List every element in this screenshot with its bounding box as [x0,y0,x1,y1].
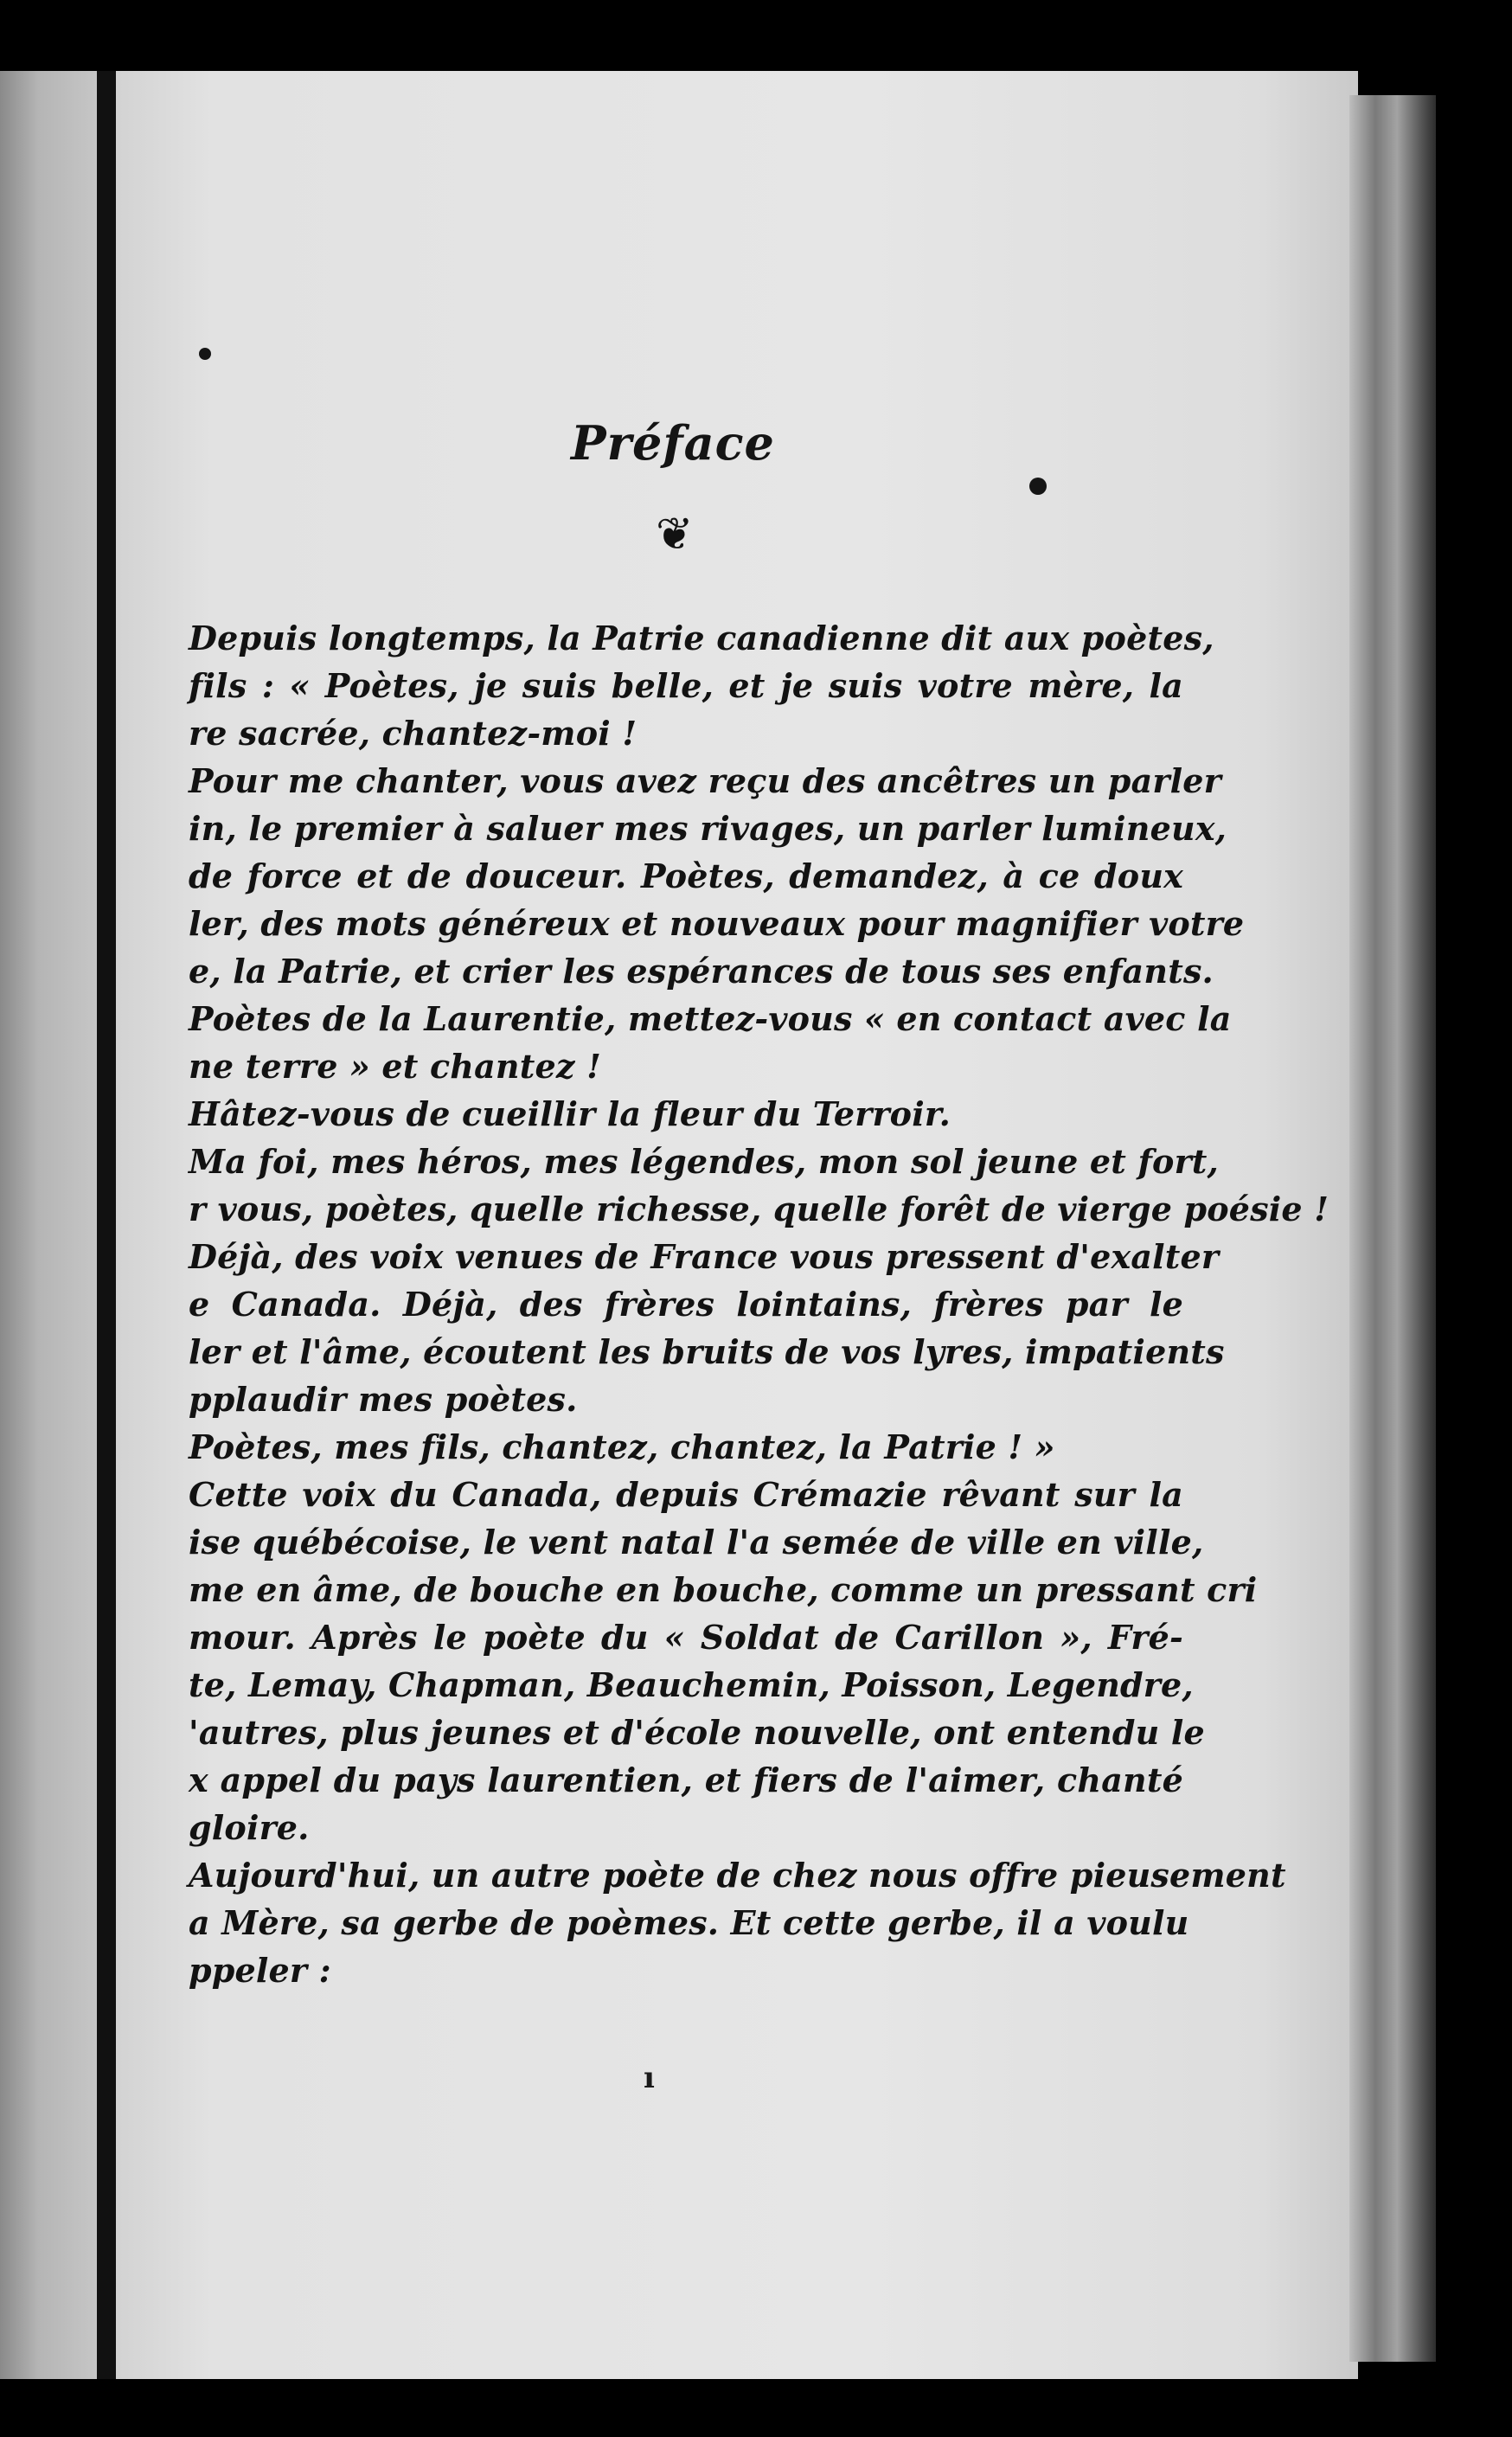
text-line: Depuis longtemps, la Patrie canadienne dit aux poètes, [189,619,1214,657]
ink-speck [199,348,211,360]
text-line: 'autres, plus jeunes et d'école nouvelle, ont entendu le [189,1713,1205,1752]
book-spine [97,71,116,2379]
ink-speck [1029,478,1047,495]
text-line: Hâtez-vous de cueillir la fleur du Terroir. [189,1094,951,1133]
text-line: Aujourd'hui, un autre poète de chez nous offre pieusement [189,1856,1286,1895]
text-line: ne terre » et chantez ! [189,1047,601,1086]
text-line: Déjà, des voix venues de France vous pressent d'exalter [189,1237,1220,1276]
text-line: Pour me chanter, vous avez reçu des ancêtres un parler [189,761,1221,800]
scanned-page [112,71,1358,2379]
page-mark: ı [644,2061,655,2095]
text-line: re sacrée, chantez-moi ! [189,714,637,753]
page-title: Préface [571,415,775,471]
text-line: Poètes de la Laurentie, mettez-vous « en contact avec la [189,999,1232,1038]
text-line: e, la Patrie, et crier les espérances de tous ses enfants. [189,952,1214,991]
text-line: me en âme, de bouche en bouche, comme un pressant cri [189,1570,1258,1609]
adjacent-page-edge [0,71,97,2379]
text-line: Ma foi, mes héros, mes légendes, mon sol jeune et fort, [189,1142,1219,1181]
text-line: in, le premier à saluer mes rivages, un parler lumineux, [189,809,1227,848]
text-line: mour. Après le poète du « Soldat de Carillon », Fré- [189,1618,1183,1657]
text-line: e Canada. Déjà, des frères lointains, frères par le [189,1285,1183,1324]
text-line: fils : « Poètes, je suis belle, et je suis votre mère, la [189,666,1183,705]
text-line: x appel du pays laurentien, et fiers de l'aimer, chanté [189,1760,1183,1799]
text-line: Cette voix du Canada, depuis Crémazie rêvant sur la [189,1475,1183,1514]
text-line: gloire. [189,1808,310,1847]
preface-text [189,614,1329,1994]
text-line: a Mère, sa gerbe de poèmes. Et cette gerbe, il a voulu [189,1903,1189,1942]
text-line: r vous, poètes, quelle richesse, quelle forêt de vierge poésie ! [189,1190,1329,1228]
text-line: ppeler : [189,1951,331,1990]
text-line: pplaudir mes poètes. [189,1380,578,1419]
text-line: de force et de douceur. Poètes, demandez, à ce doux [189,856,1183,895]
text-line: ise québécoise, le vent natal l'a semée de ville en ville, [189,1523,1204,1562]
page-stack-edge [1349,95,1436,2362]
text-line: ler et l'âme, écoutent les bruits de vos lyres, impatients [189,1332,1225,1371]
text-line: te, Lemay, Chapman, Beauchemin, Poisson, Legendre, [189,1665,1194,1704]
fleuron-ornament-icon: ❦ [656,509,694,561]
text-line: Poètes, mes fils, chantez, chantez, la Patrie ! » [189,1427,1055,1466]
text-line: ler, des mots généreux et nouveaux pour magnifier votre [189,904,1245,943]
